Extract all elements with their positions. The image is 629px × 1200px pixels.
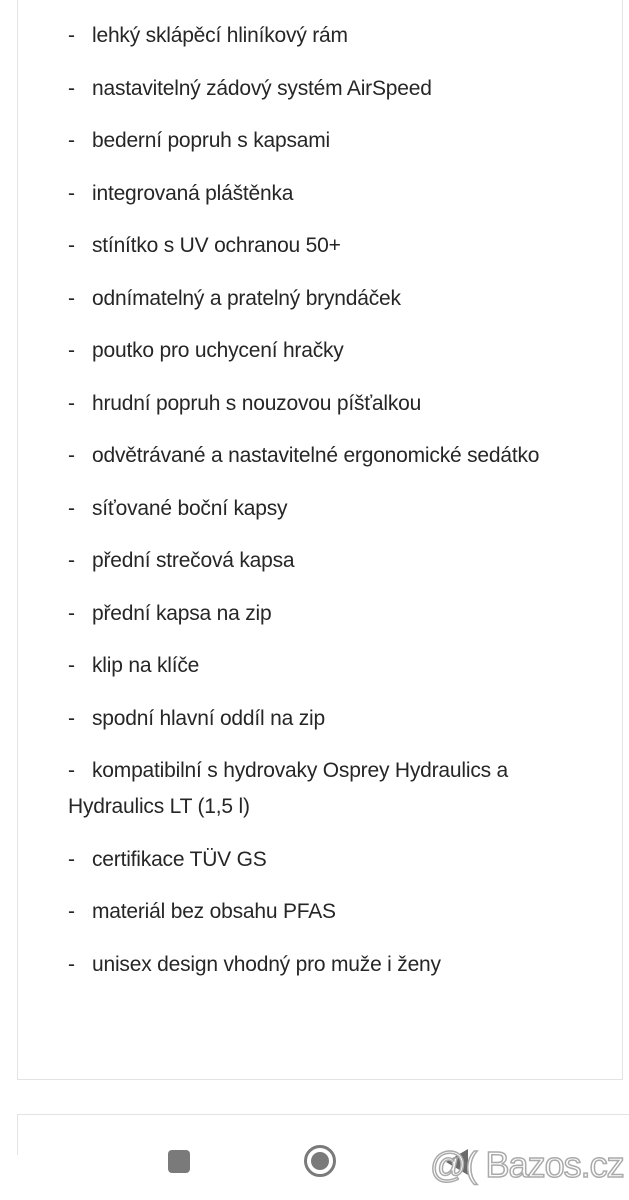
bullet-dash: - (68, 706, 75, 730)
feature-item (68, 753, 593, 825)
feature-text: spodní hlavní oddíl na zip (92, 706, 325, 730)
bullet-dash: - (68, 76, 75, 100)
bullet-dash: - (68, 286, 75, 310)
feature-text: stínítko s UV ochranou 50+ (92, 234, 341, 257)
feature-item (68, 947, 593, 983)
home-icon[interactable] (304, 1145, 336, 1177)
feature-text: materiál bez obsahu PFAS (92, 900, 336, 923)
bullet-dash: - (68, 129, 75, 152)
bullet-dash: - (68, 234, 75, 257)
feature-text: poutko pro uchycení hračky (92, 339, 344, 362)
bullet-dash: - (68, 24, 75, 47)
feature-text: odvětrávané a nastavitelné ergonomické sedátko (92, 444, 540, 467)
feature-text: lehký sklápěcí hliníkový rám (92, 24, 348, 47)
bullet-dash: - (68, 391, 75, 415)
feature-item (68, 386, 593, 422)
feature-item (68, 71, 593, 107)
feature-text: integrovaná pláštěnka (92, 181, 294, 205)
feature-item (68, 438, 593, 474)
feature-item (68, 491, 593, 527)
feature-item (68, 701, 593, 737)
bullet-dash: - (68, 496, 75, 520)
feature-text: nastavitelný zádový systém AirSpeed (92, 76, 432, 100)
feature-item (68, 228, 593, 264)
feature-text: přední strečová kapsa (92, 549, 295, 572)
bullet-dash: - (68, 601, 75, 625)
feature-item (68, 18, 593, 54)
description-card (17, 0, 623, 1080)
feature-text: hrudní popruh s nouzovou píšťalkou (92, 391, 422, 415)
feature-text: přední kapsa na zip (92, 601, 272, 625)
bullet-dash: - (68, 549, 75, 572)
recents-icon[interactable] (168, 1150, 190, 1173)
bullet-dash: - (68, 847, 75, 871)
feature-text: klip na klíče (92, 654, 200, 677)
bullet-dash: - (68, 444, 75, 467)
feature-item (68, 596, 593, 632)
feature-item (68, 333, 593, 369)
bullet-dash: - (68, 181, 75, 205)
bullet-dash: - (68, 952, 75, 976)
bullet-dash: - (68, 654, 75, 677)
feature-item (68, 842, 593, 878)
feature-item (68, 543, 593, 579)
feature-item (68, 123, 593, 159)
feature-item (68, 176, 593, 212)
feature-text: certifikace TÜV GS (92, 847, 267, 871)
feature-text: síťované boční kapsy (92, 496, 288, 520)
bullet-dash: - (68, 339, 75, 362)
bazos-watermark: @( Bazos.cz (430, 1144, 624, 1185)
feature-text: kompatibilní s hydrovaky Osprey Hydraulics a Hydraulics LT (1,5 l) (68, 759, 509, 818)
feature-text: unisex design vhodný pro muže i ženy (92, 952, 441, 976)
feature-item (68, 894, 593, 930)
feature-item (68, 281, 593, 317)
feature-text: odnímatelný a pratelný bryndáček (92, 286, 401, 310)
feature-item (68, 648, 593, 684)
feature-text: bederní popruh s kapsami (92, 129, 331, 152)
feature-list (68, 18, 593, 999)
bullet-dash: - (68, 759, 75, 782)
bullet-dash: - (68, 900, 75, 923)
